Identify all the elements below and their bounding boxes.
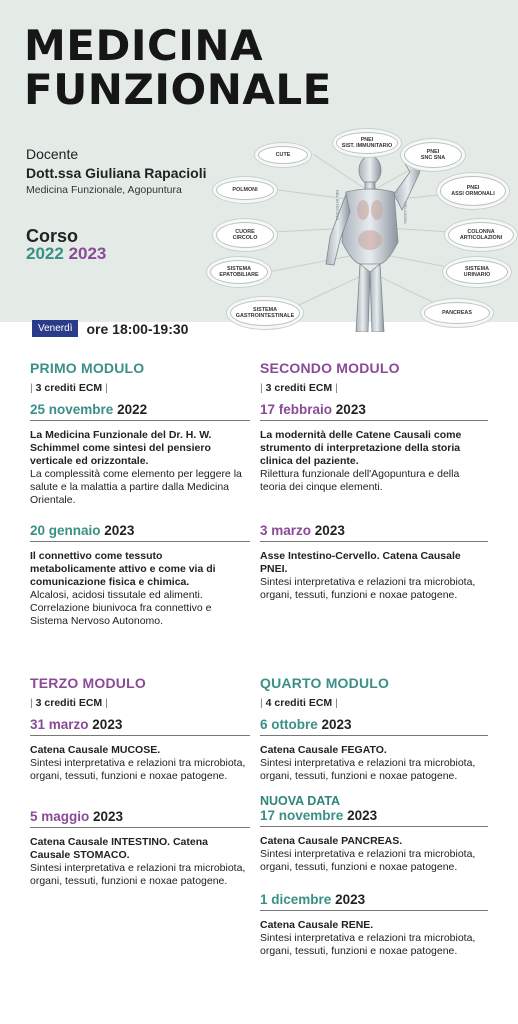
- body-systems-diagram: [219, 132, 518, 332]
- schedule-row: [32, 320, 188, 337]
- diagram-bubble: POLMONI: [216, 180, 274, 200]
- lesson-description: La modernità delle Catene Causali come strumento di interpretazione della storia clinica del paziente. Rilettura funzionale dell'Agopuntura e della teoria dei cinque elementi.: [260, 429, 462, 493]
- diagram-bubble: SISTEMA URINARIO: [446, 260, 508, 284]
- corso-year-1: 2022: [26, 244, 64, 263]
- lesson-date: 6 ottobre 2023: [260, 717, 488, 736]
- diagram-bubble: SISTEMA GASTROINTESTINALE: [230, 300, 300, 326]
- lesson-description: Il connettivo come tessuto metabolicamente attivo e come via di comunicazione fisica e chimica. Alcalosi, acidosi tissutale ed alimenti. Correlazione biunivoca fra connettivo e Sistema Nervoso Autonomo.: [30, 550, 216, 627]
- diagram-bubble: CUTE: [258, 146, 308, 164]
- lesson-description: Catena Causale RENE. Sintesi interpretativa e relazioni tra microbiota, organi, tessuti, funzioni e noxae patogene.: [260, 919, 476, 957]
- module-2: [260, 360, 488, 602]
- new-date-label: NUOVA DATA: [260, 794, 341, 808]
- module-3: [30, 675, 250, 888]
- day-badge: Venerdì: [32, 320, 78, 337]
- diagram-bubble: PANCREAS: [424, 302, 490, 324]
- lesson-date: 20 gennaio 2023: [30, 523, 250, 542]
- lesson-date: 17 febbraio 2023: [260, 402, 488, 421]
- diagram-bubble: COLONNA ARTICOLAZIONI: [448, 222, 514, 248]
- module-4: [260, 675, 488, 958]
- diagram-bubble: SISTEMA EPATOBILIARE: [210, 260, 268, 284]
- lesson-description: Catena Causale MUCOSE. Sintesi interpretativa e relazioni tra microbiota, organi, tessuti, funzioni e noxae patogene.: [30, 744, 246, 782]
- diagram-bubble: PNEI SNC SNA: [404, 142, 462, 168]
- docente-label: Docente: [26, 146, 79, 162]
- module-title: SECONDO MODULO: [260, 360, 400, 376]
- hero-banner: [0, 0, 518, 322]
- lesson-date: 5 maggio 2023: [30, 809, 250, 828]
- lesson-description: Catena Causale INTESTINO. Catena Causale STOMACO. Sintesi interpretativa e relazioni tra microbiota, organi, tessuti, funzioni e noxae patogene.: [30, 836, 246, 887]
- lesson-date: 3 marzo 2023: [260, 523, 488, 542]
- corso-year-2: 2023: [68, 244, 107, 263]
- lesson-description: Catena Causale FEGATO. Sintesi interpretativa e relazioni tra microbiota, organi, tessuti, funzioni e noxae patogene.: [260, 744, 476, 782]
- module-1: [30, 360, 250, 628]
- lesson-date: 1 dicembre 2023: [260, 892, 488, 911]
- lesson-description: Catena Causale PANCREAS. Sintesi interpretativa e relazioni tra microbiota, organi, tessuti, funzioni e noxae patogene.: [260, 835, 476, 873]
- diagram-bubble: CUORE CIRCOLO: [216, 222, 274, 248]
- module-ecm: | 4 crediti ECM |: [260, 697, 338, 709]
- diagram-bubble: PNEI SIST. IMMUNITARIO: [336, 132, 398, 154]
- title-line-2: FUNZIONALE: [24, 65, 332, 114]
- page-title: [24, 21, 332, 114]
- lesson-date: 17 novembre 2023: [260, 808, 488, 827]
- module-title: QUARTO MODULO: [260, 675, 390, 691]
- lesson-description: La Medicina Funzionale del Dr. H. W. Schimmel come sintesi del pensiero verticale ed orizzontale. La complessità come elemento per leggere la salute e la malattia a partire dalla Medicina Orientale.: [30, 429, 242, 506]
- svg-text:RELAZIONI: RELAZIONI: [403, 202, 408, 224]
- corso-label: Corso: [26, 226, 79, 246]
- module-title: PRIMO MODULO: [30, 360, 145, 376]
- schedule-time: ore 18:00-19:30: [86, 320, 189, 337]
- diagram-bubble: PNEI ASSI ORMONALI: [440, 176, 506, 206]
- title-line-1: MEDICINA: [24, 21, 264, 70]
- lesson-date: 25 novembre 2022: [30, 402, 250, 421]
- module-ecm: | 3 crediti ECM |: [30, 697, 108, 709]
- svg-text:REL INTESTINO: REL INTESTINO: [335, 190, 340, 221]
- lesson-date: 31 marzo 2023: [30, 717, 250, 736]
- corso-years: [26, 244, 106, 264]
- module-ecm: | 3 crediti ECM |: [260, 382, 338, 394]
- module-title: TERZO MODULO: [30, 675, 146, 691]
- module-ecm: | 3 crediti ECM |: [30, 382, 108, 394]
- lesson-description: Asse Intestino-Cervello. Catena Causale PNEI. Sintesi interpretativa e relazioni tra microbiota, organi, tessuti, funzioni e noxae patogene.: [260, 550, 476, 601]
- docente-name: Dott.ssa Giuliana Rapacioli: [26, 165, 207, 181]
- docente-specialization: Medicina Funzionale, Agopuntura: [26, 184, 182, 196]
